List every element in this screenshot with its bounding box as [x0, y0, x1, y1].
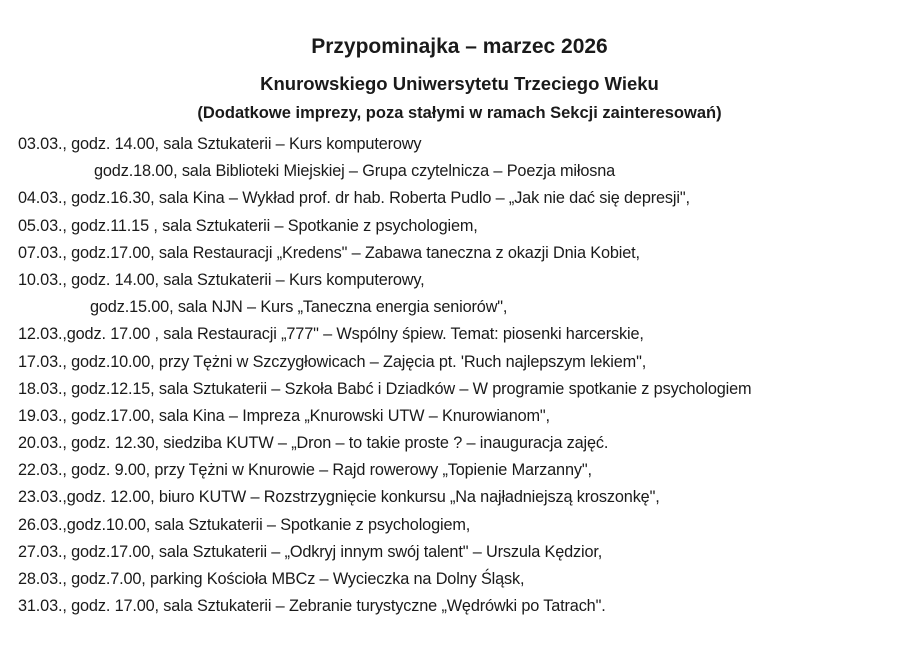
- event-entry-1803: 18.03., godz.12.15, sala Sztukaterii – Szkoła Babć i Dziadków – W programie spotkanie z psychologiem: [18, 379, 752, 398]
- event-entry-0403: 04.03., godz.16.30, sala Kina – Wykład prof. dr hab. Roberta Pudlo – „Jak nie dać się depresji",: [18, 189, 690, 208]
- event-entry-2203: 22.03., godz. 9.00, przy Tężni w Knurowie – Rajd rowerowy „Topienie Marzanny",: [18, 461, 592, 480]
- event-entry-1203: 12.03.,godz. 17.00 , sala Restauracji „777" – Wspólny śpiew. Temat: piosenki harcerskie,: [18, 325, 644, 344]
- event-entry-2803: 28.03., godz.7.00, parking Kościoła MBCz – Wycieczka na Dolny Śląsk,: [18, 570, 525, 588]
- event-entry-1903: 19.03., godz.17.00, sala Kina – Impreza „Knurowski UTW – Knurowianom",: [18, 406, 550, 425]
- page-title: Przypominajka – marzec 2026: [311, 35, 608, 58]
- event-entry-1003: 10.03., godz. 14.00, sala Sztukaterii – Kurs komputerowy,: [18, 270, 425, 289]
- event-entry-0703: 07.03., godz.17.00, sala Restauracji „Kredens" – Zabawa taneczna z okazji Dnia Kobiet,: [18, 243, 640, 262]
- event-entry-0303-second: godz.18.00, sala Biblioteki Miejskiej – Grupa czytelnicza – Poezja miłosna: [94, 162, 616, 181]
- event-entry-1003-second: godz.15.00, sala NJN – Kurs „Taneczna energia seniorów",: [90, 298, 508, 317]
- event-entry-0303: 03.03., godz. 14.00, sala Sztukaterii – Kurs komputerowy: [18, 135, 422, 153]
- event-entry-2303: 23.03.,godz. 12.00, biuro KUTW – Rozstrzygnięcie konkursu „Na najładniejszą kroszonkę",: [18, 488, 660, 507]
- event-entry-3103: 31.03., godz. 17.00, sala Sztukaterii – Zebranie turystyczne „Wędrówki po Tatrach".: [18, 597, 606, 616]
- page-subtitle: Knurowskiego Uniwersytetu Trzeciego Wieku: [260, 73, 659, 94]
- event-entry-1703: 17.03., godz.10.00, przy Tężni w Szczygłowicach – Zajęcia pt. 'Ruch najlepszym lekiem",: [18, 352, 647, 371]
- event-entry-2703: 27.03., godz.17.00, sala Sztukaterii – „Odkryj innym swój talent" – Urszula Kędzior,: [18, 542, 603, 561]
- page-note: (Dodatkowe imprezy, poza stałymi w ramach Sekcji zainteresowań): [197, 104, 722, 122]
- event-entry-0503: 05.03., godz.11.15 , sala Sztukaterii – Spotkanie z psychologiem,: [18, 216, 478, 235]
- event-entry-2003: 20.03., godz. 12.30, siedziba KUTW – „Dron – to takie proste ? – inauguracja zajęć.: [18, 434, 609, 453]
- event-entry-2603: 26.03.,godz.10.00, sala Sztukaterii – Spotkanie z psychologiem,: [18, 515, 471, 534]
- event-list: [0, 131, 919, 620]
